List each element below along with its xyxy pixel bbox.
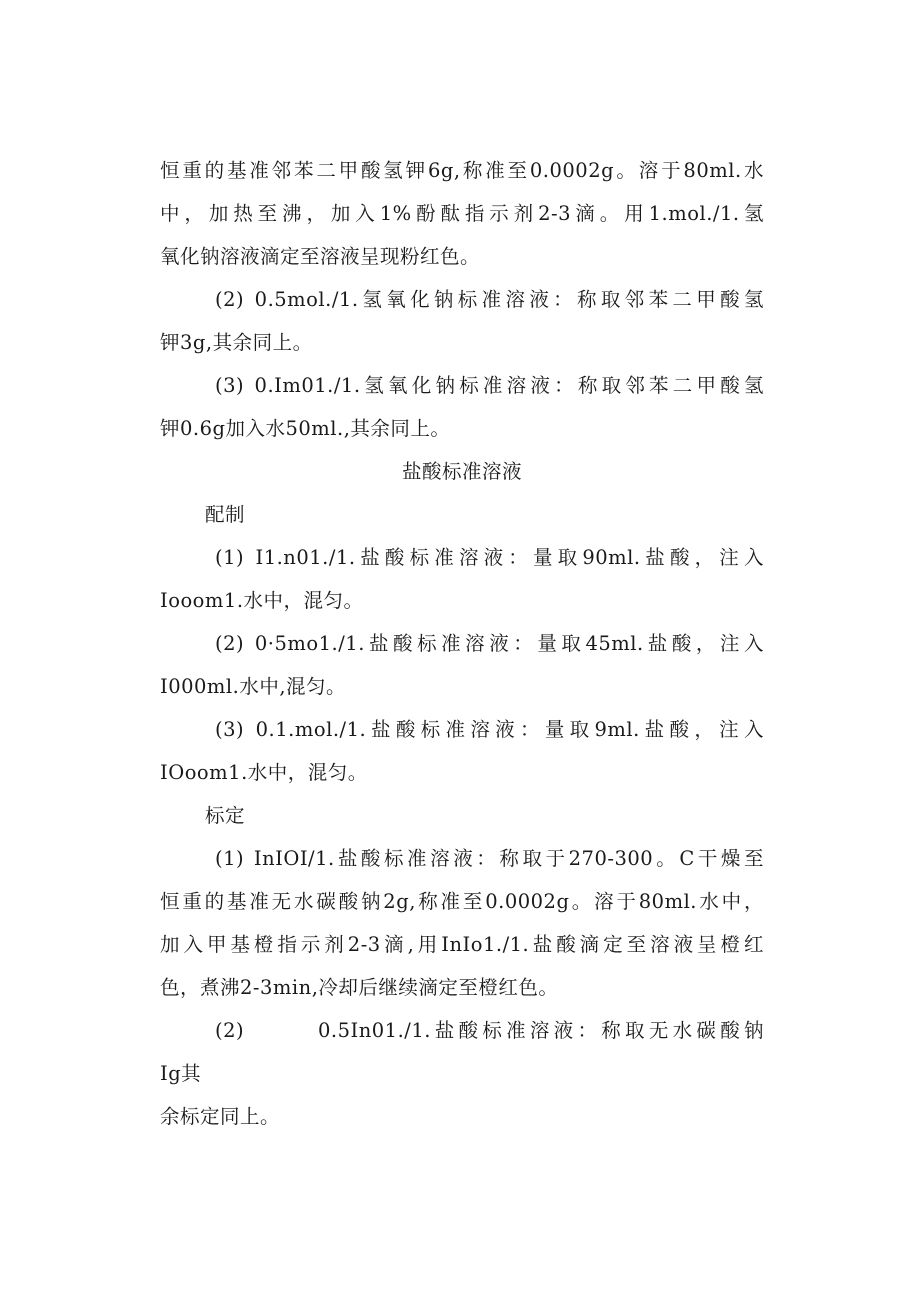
list-item-line: (2) 0·5mo1./1.盐酸标准溶液：量取45ml.盐酸，注入 (215, 632, 764, 655)
section-heading: 盐酸标准溶液 (401, 460, 522, 483)
paragraph-line: 色，煮沸2-3min,冷却后继续滴定至橙红色。 (160, 976, 559, 999)
list-item-number: (2) (215, 1019, 245, 1042)
paragraph-line: 加入甲基橙指示剂2-3滴,用InIo1./1.盐酸滴定至溶液呈橙红 (160, 933, 764, 956)
subsection-heading: 配制 (205, 503, 246, 526)
paragraph-line: Ig其 (160, 1062, 202, 1085)
list-item-line: (1) I1.n01./1.盐酸标准溶液：量取90ml.盐酸，注入 (215, 546, 764, 569)
list-item-line: (2) 0.5mol./1.氢氧化钠标准溶液：称取邻苯二甲酸氢 (215, 288, 764, 311)
paragraph-line: I000ml.水中,混匀。 (160, 675, 347, 698)
paragraph-line: Iooom1.水中，混匀。 (160, 589, 364, 612)
paragraph-line: 恒重的基准邻苯二甲酸氢钾6g,称准至0.0002g。溶于80ml.水 (160, 159, 764, 182)
paragraph-line: 恒重的基准无水碳酸钠2g,称准至0.0002g。溶于80ml.水中， (160, 890, 764, 913)
paragraph-line: 余标定同上。 (160, 1105, 281, 1128)
list-item-line: (1) InIOI/1.盐酸标准溶液：称取于270-300。C干燥至 (215, 847, 764, 870)
list-item-line: 0.5In01./1.盐酸标准溶液：称取无水碳酸钠 (318, 1019, 764, 1042)
paragraph-line: 钾0.6g加入水50ml.,其余同上。 (160, 417, 451, 440)
paragraph-line: 氧化钠溶液滴定至溶液呈现粉红色。 (160, 245, 481, 268)
paragraph-line: 中，加热至沸，加入1%酚酞指示剂2-3滴。用1.mol./1.氢 (160, 202, 764, 225)
subsection-heading: 标定 (205, 804, 246, 827)
paragraph-line: 钾3g,其余同上。 (160, 331, 313, 354)
paragraph-line: IOoom1.水中，混匀。 (160, 761, 368, 784)
list-item-line: (3) 0.1.mol./1.盐酸标准溶液：量取9ml.盐酸，注入 (215, 718, 764, 741)
list-item-line: (3) 0.Im01./1.氢氧化钠标准溶液：称取邻苯二甲酸氢 (215, 374, 764, 397)
